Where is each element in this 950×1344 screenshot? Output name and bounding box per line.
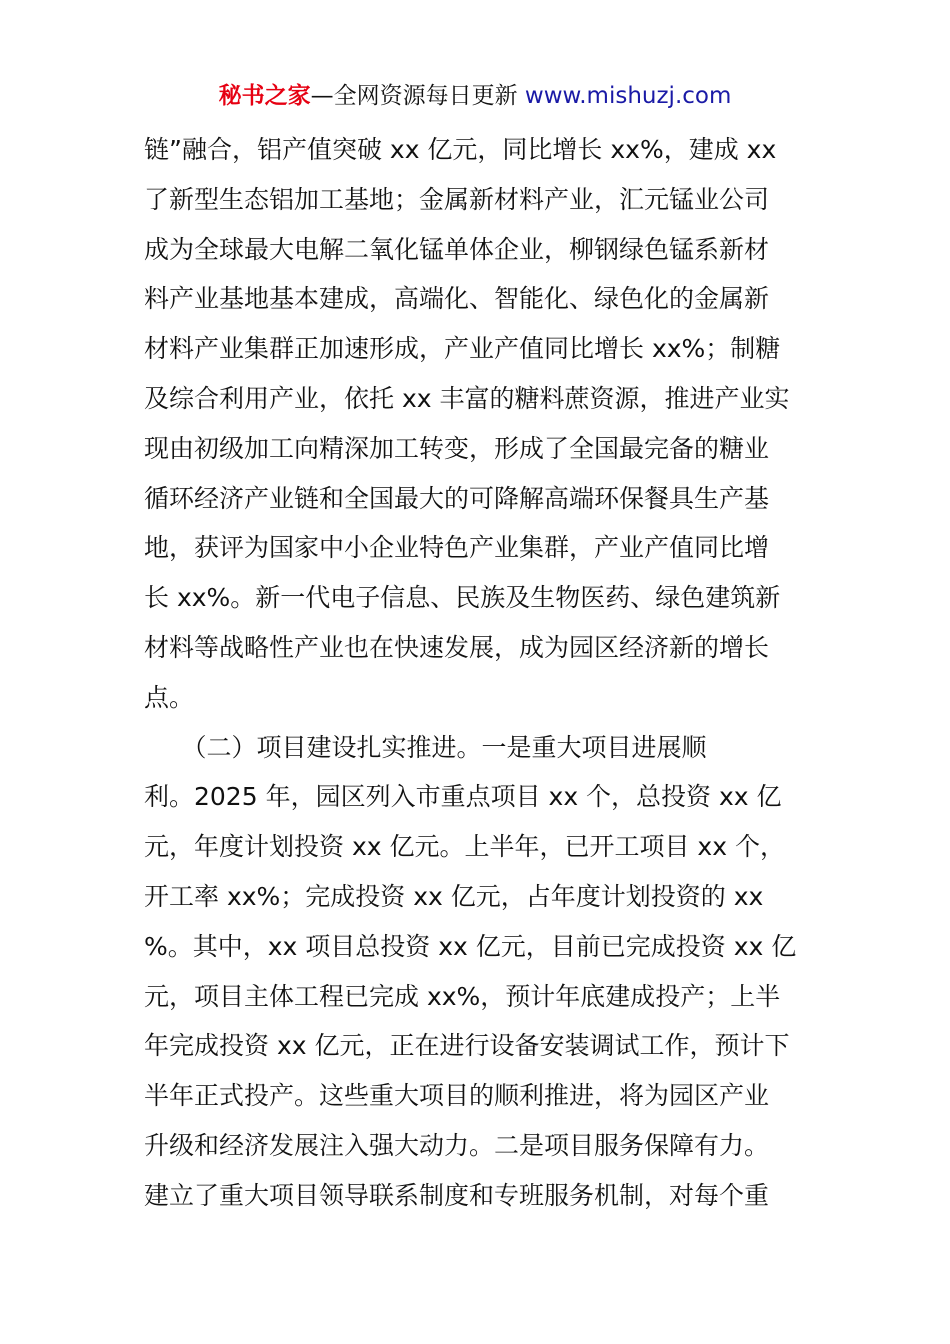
text-line: 元，年度计划投资 xx 亿元。上半年，已开工项目 xx 个， [144,832,785,862]
text-line: 建立了重大项目领导联系制度和专班服务机制，对每个重 [144,1180,770,1210]
text-line: 成为全球最大电解二氧化锰单体企业，柳钢绿色锰系新材 [144,234,770,264]
text-line: 点。 [144,682,195,712]
site-tagline: —全网资源每日更新 [310,83,525,109]
text-line: 升级和经济发展注入强大动力。二是项目服务保障有力。 [144,1130,770,1160]
text-line: 循环经济产业链和全国最大的可降解高端环保餐具生产基 [144,483,770,513]
text-line: 地，获评为国家中小企业特色产业集群，产业产值同比增 [144,533,770,563]
section-heading-line: （二）项目建设扎实推进。一是重大项目进展顺 [144,732,707,762]
text-line: 年完成投资 xx 亿元，正在进行设备安装调试工作，预计下 [144,1031,790,1061]
site-url-link[interactable]: www.mishuzj.com [524,83,732,109]
text-line: 材料产业集群正加速形成，产业产值同比增长 xx%；制糖 [144,334,781,364]
site-header [0,80,950,112]
text-line: 元，项目主体工程已完成 xx%，预计年底建成投产；上半 [144,981,781,1011]
text-line: 长 xx%。新一代电子信息、民族及生物医药、绿色建筑新 [144,583,781,613]
text-line: 材料等战略性产业也在快速发展，成为园区经济新的增长 [144,632,770,662]
text-line: 利。2025 年，园区列入市重点项目 xx 个，总投资 xx 亿 [144,782,782,812]
text-line: 料产业基地基本建成，高端化、智能化、绿色化的金属新 [144,284,770,314]
text-line: 及综合利用产业，依托 xx 丰富的糖料蔗资源，推进产业实 [144,383,790,413]
text-line: 开工率 xx%；完成投资 xx 亿元，占年度计划投资的 xx [144,881,764,911]
text-line: 现由初级加工向精深加工转变，形成了全国最完备的糖业 [144,433,770,463]
text-line: 半年正式投产。这些重大项目的顺利推进，将为园区产业 [144,1081,770,1111]
text-line: %。其中，xx 项目总投资 xx 亿元，目前已完成投资 xx 亿 [144,931,797,961]
text-line: 了新型生态铝加工基地；金属新材料产业，汇元锰业公司 [144,184,770,214]
text-line: 链”融合，铝产值突破 xx 亿元，同比增长 xx%，建成 xx [144,135,777,164]
site-brand: 秘书之家 [218,83,311,109]
document-body [144,125,824,1221]
